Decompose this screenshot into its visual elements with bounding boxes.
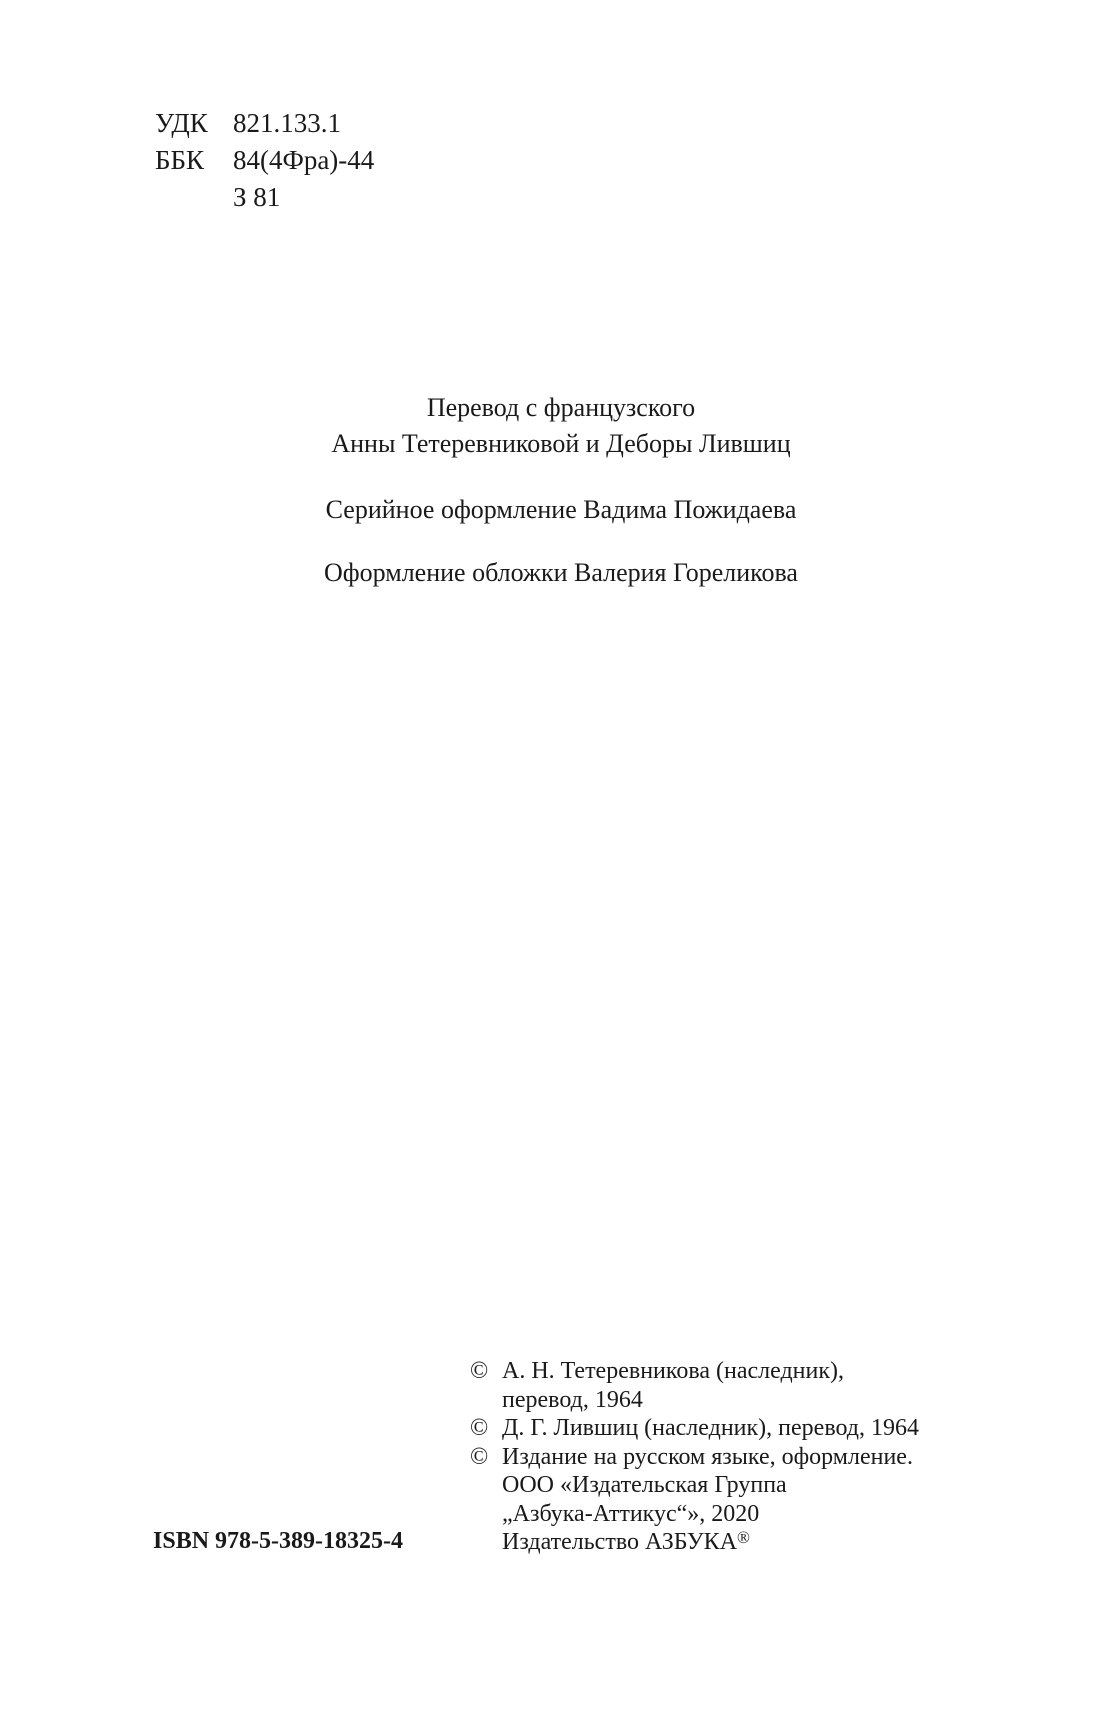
translation-line-2: Анны Тетеревниковой и Деборы Лившиц [331, 429, 791, 458]
isbn: ISBN 978-5-389-18325-4 [153, 1528, 403, 1554]
copyright-entry-1: А. Н. Тетеревникова (наследник), [502, 1358, 844, 1384]
copyright-entry-3-imprint [470, 1528, 919, 1557]
copyright-block [470, 1357, 919, 1557]
author-mark-row [155, 179, 374, 216]
translation-line-1: Перевод с французского [426, 393, 696, 422]
bbk-label: ББК [155, 145, 205, 175]
bbk-value: 84(4Фра)-44 [233, 145, 375, 175]
bbk-row [155, 142, 374, 179]
copyright-entry-3: Издание на русском языке, оформление. [502, 1443, 913, 1470]
udk-label: УДК [155, 108, 208, 138]
copyright-entry-2: Д. Г. Лившиц (наследник), перевод, 1964 [502, 1415, 919, 1441]
classification-block [155, 105, 374, 216]
copyright-symbol: © [470, 1443, 489, 1470]
copyright-entry-3-publisher: ООО «Издательская Группа [502, 1472, 787, 1498]
udk-row [155, 105, 374, 142]
author-mark: З 81 [233, 182, 281, 212]
registered-mark: ® [737, 1528, 750, 1547]
copyright-symbol: © [470, 1415, 489, 1441]
udk-value: 821.133.1 [233, 108, 341, 138]
cover-design-credit: Оформление обложки Валерия Гореликова [324, 558, 798, 587]
copyright-symbol: © [470, 1358, 489, 1384]
copyright-entry-1-cont: перевод, 1964 [502, 1386, 643, 1413]
series-design-credit: Серийное оформление Вадима Пожидаева [325, 495, 797, 524]
copyright-entry-3-publisher-cont: „Азбука-Аттикус“», 2020 [502, 1500, 760, 1527]
imprint-name: Издательство АЗБУКА [502, 1529, 738, 1555]
